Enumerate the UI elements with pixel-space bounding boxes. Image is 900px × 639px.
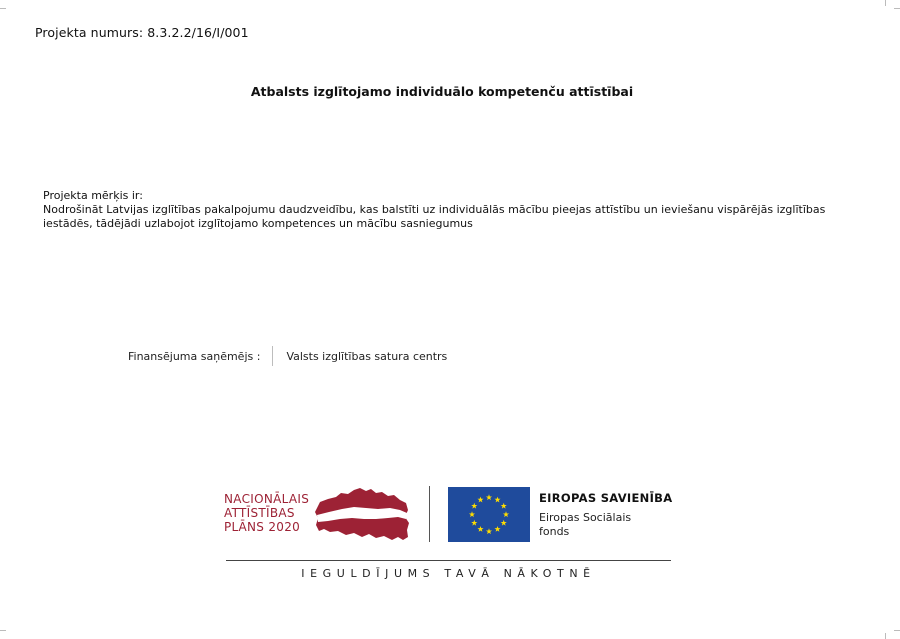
eu-social-fund-line-1: Eiropas Sociālais (539, 511, 632, 524)
eu-social-fund (539, 511, 631, 539)
crop-mark-top-left (0, 8, 6, 9)
project-goal-label: Projekta mērķis ir: (43, 189, 143, 202)
eu-social-fund-line-2: fonds (539, 525, 570, 538)
crop-mark-top-right (894, 8, 900, 9)
funding-recipient (128, 346, 447, 366)
footer-rule (226, 560, 671, 561)
latvia-map-flag-icon (314, 485, 411, 543)
funding-recipient-label: Finansējuma saņēmējs : (128, 349, 261, 363)
nap-logo-line-2: ATTĪSTĪBAS (224, 506, 295, 520)
footer-motto: IEGULDĪJUMS TAVĀ NĀKOTNĒ (301, 567, 596, 580)
document-title: Atbalsts izglītojamo individuālo kompetenču attīstībai (250, 84, 634, 99)
project-goal (43, 189, 843, 231)
eu-title: EIROPAS SAVIENĪBA (539, 491, 673, 505)
project-goal-text: Nodrošināt Latvijas izglītības pakalpojumu daudzveidību, kas balstīti uz individuālās mācību pieejas attīstību un ieviešanu vispārējās izglītības iestādēs, tādējādi uzlabojot izglītojamo kompetences un mācību sasniegumus (43, 203, 826, 230)
nap-logo-line-3: PLĀNS 2020 (224, 520, 301, 534)
project-number: Projekta numurs: 8.3.2.2/16/I/001 (35, 25, 249, 40)
crop-mark-top-right-vertical (885, 0, 886, 6)
logo-divider (429, 486, 430, 542)
nap-2020-logo-text (224, 492, 309, 534)
funding-recipient-value: Valsts izglītības satura centrs (286, 349, 448, 363)
crop-mark-bottom-right-vertical (885, 633, 886, 639)
crop-mark-bottom-left (0, 630, 6, 631)
nap-logo-line-1: NACIONĀLAIS (224, 492, 310, 506)
eu-flag-icon (448, 487, 530, 542)
crop-mark-bottom-right (894, 630, 900, 631)
